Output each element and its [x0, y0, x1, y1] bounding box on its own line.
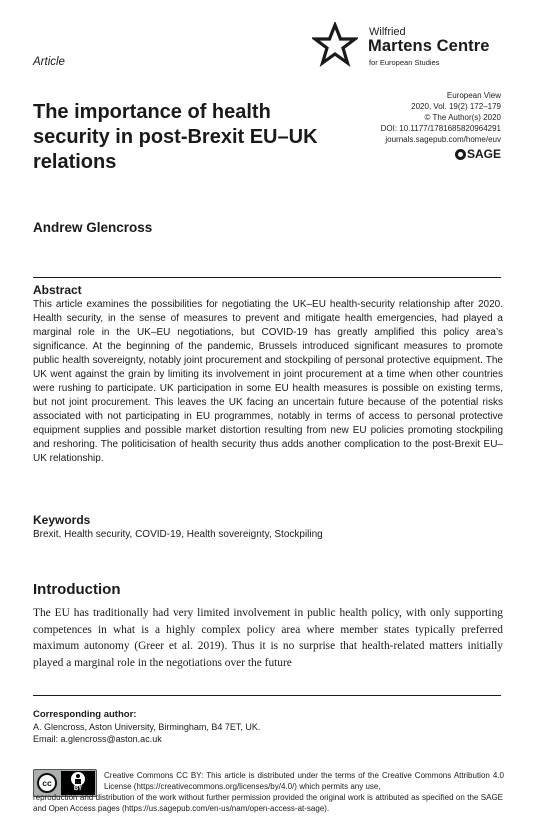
footnote-divider — [33, 695, 501, 696]
keywords-list: Brexit, Health security, COVID-19, Health sovereignty, Stockpiling — [33, 529, 323, 540]
author-name: Andrew Glencross — [33, 220, 153, 235]
abstract-heading: Abstract — [33, 283, 82, 297]
logo-line-martens-centre: Martens Centre — [368, 37, 490, 55]
introduction-heading: Introduction — [33, 581, 121, 598]
abstract-divider — [33, 277, 501, 278]
article-title: The importance of health security in post-Brexit EU–UK relations — [33, 101, 318, 173]
doi-link[interactable]: DOI: 10.1177/1781685820964291 — [380, 124, 501, 133]
journal-url-link[interactable]: journals.sagepub.com/home/euv — [385, 135, 501, 144]
sage-label: SAGE — [466, 147, 501, 161]
attribution-person-icon — [71, 772, 85, 786]
logo-line-wilfried: Wilfried — [369, 26, 406, 38]
logo-line-european-studies: for European Studies — [369, 58, 440, 67]
corresponding-author-details — [33, 721, 260, 745]
abstract-text: This article examines the possibilities for negotiating the UK–EU health-security relationship after 2020. Health security, in the sense of measures to prevent and mitigate health emergencies, had played a marginal role in the UK–EU negotiations, but COVID-19 has greatly amplified this policy area’s significance. At the beginning of the pandemic, Brussels introduced significant measures to promote public health sovereignty, notably joint procurement and stockpiling of personal protective equipment. The UK went against the grain by limiting its involvement in joint procurement at a time when other countries were rushing to participate. UK participation in some EU health measures is possible on existing terms, but not joint procurement. This leaves the UK facing an uncertain future because of the potential risks associated with not participating in EU programmes, notably in terms of access to personal protective equipment supplies and possible market distortion resulting from new EU policies promoting stockpiling and reshoring. The politicisation of health security thus adds another complication to the post-Brexit EU–UK relationship. — [33, 299, 503, 464]
corresponding-author-email[interactable]: Email: a.glencross@aston.ac.uk — [33, 734, 162, 744]
creative-commons-icon: cc — [37, 773, 57, 793]
sage-logo — [455, 147, 501, 161]
copyright-notice: © The Author(s) 2020 — [424, 113, 501, 122]
license-text-first: Creative Commons CC BY: This article is distributed under the terms of the Creative Commons Attribution 4.0 License (https://creativecommons.org/licenses/by/4.0/) which permits any use, — [104, 771, 504, 791]
corresponding-author-address: A. Glencross, Aston University, Birmingham, B4 7ET, UK. — [33, 722, 261, 732]
article-type-label: Article — [33, 56, 65, 68]
license-text-continued: reproduction and distribution of the work without further permission provided the original work is attributed as specified on the SAGE and Open Access pages (https://us.sagepub.com/en-us/nam/open-access-at-sage). — [33, 793, 503, 813]
corresponding-author-heading: Corresponding author: — [33, 709, 137, 720]
martens-centre-star-logo-icon — [312, 22, 358, 68]
keywords-heading: Keywords — [33, 513, 91, 527]
attribution-by-label: BY — [73, 786, 83, 792]
introduction-text: The EU has traditionally had very limited involvement in public health policy, with only supporting competences in what is a highly complex policy area where member states typically preferred maximum autonomy (Greer et al. 2019). Thus it is no surprise that health-related matters initially played a marginal role in the negotiations over the future — [33, 607, 503, 670]
sage-circle-icon — [455, 149, 466, 160]
journal-name: European View — [446, 91, 501, 100]
journal-volume: 2020, Vol. 19(2) 172–179 — [411, 102, 501, 111]
